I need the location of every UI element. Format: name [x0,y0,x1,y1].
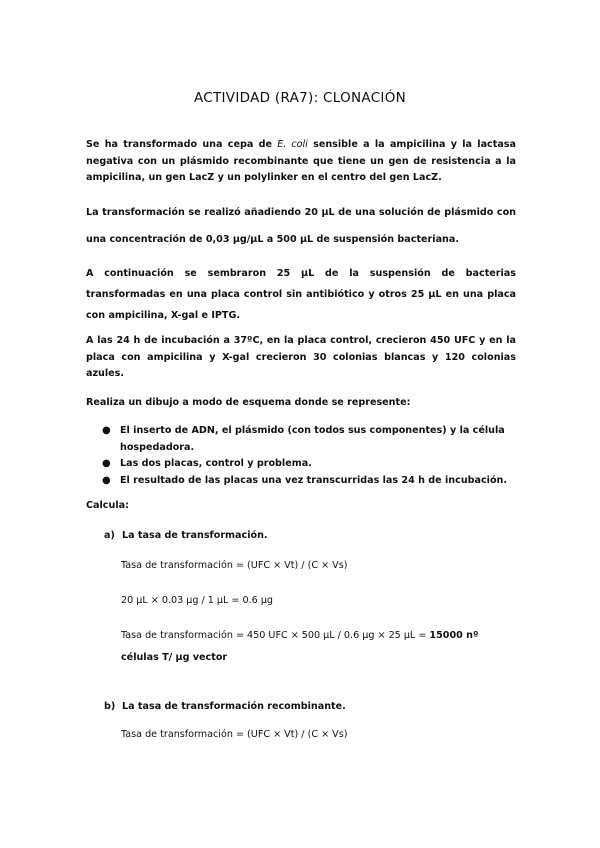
drawing-requirements-list [86,423,516,489]
part-a-rate-calc: Tasa de transformación = 450 UFC × 500 µL / 0.6 µg × 25 µL = 15000 nº células T/ µg vector [121,630,479,663]
part-a-label: a) [104,530,115,541]
part-a-text: La tasa de transformación. [122,530,268,541]
results-paragraph: A las 24 h de incubación a 37ºC, en la placa control, crecieron 450 UFC y en la placa con ampicilina y X-gal crecieron 30 colonias blancas y 120 colonias azules. [86,335,516,379]
draw-instruction: Realiza un dibujo a modo de esquema donde se represente: [86,397,411,408]
part-a-formula: Tasa de transformación = (UFC × Vt) / (C × Vs) [121,560,348,571]
part-b-formula: Tasa de transformación = (UFC × Vt) / (C × Vs) [121,729,348,740]
part-a-result: 15000 nº [429,630,479,641]
sowing-paragraph: A continuación se sembraron 25 µL de la suspensión de bacterias transformadas en una placa control sin antibiótico y otros 25 µL en una placa con ampicilina, X-gal e IPTG. [86,268,516,321]
organism-name: E. coli [277,139,308,150]
intro-paragraph [86,137,516,187]
bullet-icon: ● [102,425,111,436]
part-b-heading [104,701,346,712]
part-b-label: b) [104,701,116,712]
transformation-paragraph: La transformación se realizó añadiendo 20 µL de una solución de plásmido con una concentración de 0,03 µg/µL a 500 µL de suspensión bacteriana. [86,207,516,245]
bullet-icon: ● [102,458,111,469]
list-item: ● El inserto de ADN, el plásmido (con todos sus componentes) y la célula hospedadora. [102,425,505,453]
part-b-text: La tasa de transformación recombinante. [122,701,346,712]
part-a-heading [104,530,268,541]
part-a-mass-calc: 20 µL × 0.03 µg / 1 µL = 0.6 µg [121,595,274,606]
list-item: ● Las dos placas, control y problema. [86,456,516,473]
part-a-result-unit: células T/ µg vector [121,652,228,663]
list-item: ● El resultado de las placas una vez transcurridas las 24 h de incubación. [86,473,516,490]
intro-post: sensible a la ampicilina y la lactasa negativa con un plásmido recombinante que tiene un gen de resistencia a la ampicilina, un gen LacZ y un polylinker en el centro del gen LacZ. [86,139,516,183]
bullet-icon: ● [102,474,111,486]
page-title: ACTIVIDAD (RA7): CLONACIÓN [193,90,407,106]
intro-pre: Se ha transformado una cepa de [86,139,278,150]
calc-heading: Calcula: [86,500,129,511]
